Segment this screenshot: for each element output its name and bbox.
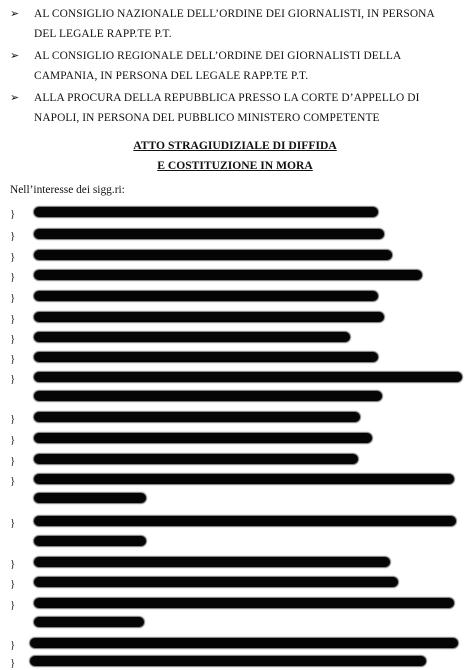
brace-bullet-icon: }	[10, 475, 16, 487]
document-title-line-2: E COSTITUZIONE IN MORA	[157, 159, 313, 172]
redaction-bar	[34, 617, 144, 627]
redaction-bar	[34, 474, 454, 484]
brace-bullet-icon: }	[10, 434, 16, 446]
brace-bullet-icon: }	[10, 313, 16, 325]
brace-bullet-icon: }	[10, 230, 16, 242]
brace-bullet-icon: }	[10, 292, 16, 304]
recipient-1-line-2: DEL LEGALE RAPP.TE P.T.	[34, 28, 172, 40]
redaction-bar	[34, 312, 384, 322]
redaction-bar	[34, 372, 462, 382]
redaction-bar	[34, 454, 358, 464]
redaction-bar	[34, 229, 384, 239]
recipient-item-1	[10, 4, 458, 44]
redaction-bar	[34, 332, 350, 342]
brace-bullet-icon: }	[10, 413, 16, 425]
redaction-bar	[34, 207, 378, 217]
redaction-bar	[34, 270, 422, 280]
brace-bullet-icon: }	[10, 599, 16, 611]
recipient-1-line-1: AL CONSIGLIO NAZIONALE DELL’ORDINE DEI GIORNALISTI, IN PERSONA	[34, 8, 435, 20]
arrow-bullet-icon: ➢	[10, 50, 20, 62]
document-title-line-1: ATTO STRAGIUDIZIALE DI DIFFIDA	[133, 139, 337, 152]
brace-bullet-icon: }	[10, 558, 16, 570]
recipient-item-2	[10, 46, 458, 86]
brace-bullet-icon: }	[10, 373, 16, 385]
recipient-2-line-1: AL CONSIGLIO REGIONALE DELL’ORDINE DEI GIORNALISTI DELLA	[34, 50, 402, 62]
brace-bullet-icon: }	[10, 578, 16, 590]
recipient-item-3	[10, 88, 458, 128]
recipient-3-line-1: ALLA PROCURA DELLA REPUBBLICA PRESSO LA CORTE D’APPELLO DI	[34, 92, 420, 104]
brace-bullet-icon: }	[10, 657, 16, 669]
brace-bullet-icon: }	[10, 455, 16, 467]
brace-bullet-icon: }	[10, 251, 16, 263]
redaction-bar	[34, 412, 360, 422]
brace-bullet-icon: }	[10, 353, 16, 365]
redaction-bar	[34, 250, 392, 260]
brace-bullet-icon: }	[10, 517, 16, 529]
redaction-bar	[34, 598, 454, 608]
brace-bullet-icon: }	[10, 208, 16, 220]
brace-bullet-icon: }	[10, 639, 16, 651]
redaction-bar	[34, 493, 146, 503]
brace-bullet-icon: }	[10, 271, 16, 283]
brace-bullet-icon: }	[10, 333, 16, 345]
redaction-bar	[34, 291, 378, 301]
arrow-bullet-icon: ➢	[10, 8, 20, 20]
redaction-bar	[30, 656, 426, 666]
intro-text: Nell’interesse dei sigg.ri:	[10, 184, 125, 196]
redaction-bar	[34, 536, 146, 546]
recipient-2-line-2: CAMPANIA, IN PERSONA DEL LEGALE RAPP.TE P.T.	[34, 70, 309, 82]
redaction-bar	[34, 577, 398, 587]
recipient-3-line-2: NAPOLI, IN PERSONA DEL PUBBLICO MINISTERO COMPETENTE	[34, 112, 380, 124]
redaction-bar	[34, 352, 378, 362]
redaction-bar	[34, 391, 382, 401]
redaction-bar	[30, 638, 458, 648]
redaction-bar	[34, 433, 372, 443]
arrow-bullet-icon: ➢	[10, 92, 20, 104]
redaction-bar	[34, 516, 456, 526]
redaction-bar	[34, 557, 390, 567]
